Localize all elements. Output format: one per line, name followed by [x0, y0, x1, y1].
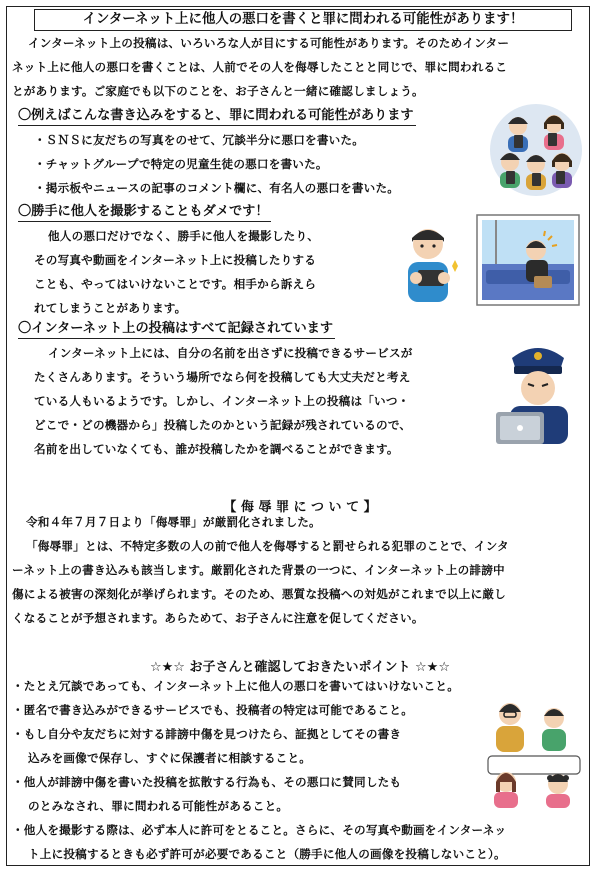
- insult-line: 令和４年７月７日より「侮辱罪」が厳罰化されました。: [26, 515, 321, 529]
- section3-line: インターネット上には、自分の名前を出さずに投稿できるサービスが: [48, 346, 413, 360]
- intro-line: とがあります。ご家庭でも以下のことを、お子さんと一緒に確認しましょう。: [12, 84, 424, 98]
- point-line: ト上に投稿するときも必ず許可が必要であること（勝手に他人の画像を投稿しないこと）。: [28, 847, 506, 861]
- section1-item: ・チャットグループで特定の児童生徒の悪口を書いた。: [34, 157, 328, 171]
- points-heading: ☆★☆ お子さんと確認しておきたいポイント ☆★☆: [150, 660, 450, 675]
- police-officer-illustration: [494, 334, 584, 450]
- section2-line: その写真や動画をインターネット上に投稿したりする: [34, 253, 317, 267]
- phones-group-illustration: [488, 102, 584, 198]
- point-line: ・他人を撮影する際は、必ず本人に許可をとること。さらに、その写真や動画をインターネッ: [12, 823, 507, 837]
- section2-line: ことも、やってはいけないことです。相手から訴えら: [34, 277, 317, 291]
- section3-line: どこで・どの機器から」投稿したのかという記録が残されているので、: [34, 418, 412, 432]
- intro-line: インターネット上の投稿は、いろいろな人が目にする可能性があります。そのためインター: [28, 36, 510, 50]
- train-photo-illustration: [476, 214, 580, 306]
- point-line: 込みを画像で保存し、すぐに保護者に相談すること。: [28, 751, 312, 765]
- section1-item: ・掲示板やニュースの記事のコメント欄に、有名人の悪口を書いた。: [34, 181, 400, 195]
- section3-line: 名前を出していなくても、誰が投稿したかを調べることができます。: [34, 442, 399, 456]
- point-line: ・他人が誹謗中傷を書いた投稿を拡散する行為も、その悪口に賛同したも: [12, 775, 402, 789]
- section2-line: れてしまうことがあります。: [34, 301, 187, 315]
- insult-line: ーネット上の書き込みも該当します。厳罰化された背景の一つに、インターネット上の誹謗中: [12, 563, 505, 577]
- child-camera-illustration: [396, 222, 462, 308]
- section3-line: ている人もいるようです。しかし、インターネット上の投稿は「いつ・: [34, 394, 410, 408]
- insult-line: くなることが予想されます。あらためて、お子さんに注意を促してください。: [12, 611, 424, 625]
- insult-line: 傷による被害の深刻化が挙げられます。そのため、悪質な投稿への対処がこれまで以上に厳し: [12, 587, 506, 601]
- insult-heading: 【 侮 辱 罪 に つ い て 】: [223, 500, 377, 515]
- section3-heading: 〇インターネット上の投稿はすべて記録されています: [18, 319, 335, 339]
- section2-heading: 〇勝手に他人を撮影することもダメです！: [18, 202, 271, 222]
- section1-item: ・ＳＮＳに友だちの写真をのせて、冗談半分に悪口を書いた。: [34, 133, 364, 147]
- page-title: インターネット上に他人の悪口を書くと罪に問われる可能性があります！: [34, 9, 572, 31]
- point-line: のとみなされ、罪に問われる可能性があること。: [28, 799, 289, 813]
- insult-line: 「侮辱罪」とは、不特定多数の人の前で他人を侮辱すると罰せられる犯罪のことで、インタ: [26, 539, 509, 553]
- family-illustration: [482, 698, 586, 810]
- intro-line: ネット上に他人の悪口を書くことは、人前でその人を侮辱したことと同じで、罪に問われるこ: [12, 60, 508, 74]
- point-line: ・匿名で書き込みができるサービスでも、投稿者の特定は可能であること。: [12, 703, 413, 717]
- section3-line: たくさんあります。そういう場所でなら何を投稿しても大丈夫だと考え: [34, 370, 411, 384]
- section1-heading: 〇例えばこんな書き込みをすると、罪に問われる可能性があります: [18, 106, 416, 126]
- point-line: ・もし自分や友だちに対する誹謗中傷を見つけたら、証拠としてその書き: [12, 727, 402, 741]
- section2-line: 他人の悪口だけでなく、勝手に他人を撮影したり、: [48, 229, 320, 243]
- point-line: ・たとえ冗談であっても、インターネット上に他人の悪口を書いてはいけないこと。: [12, 679, 460, 693]
